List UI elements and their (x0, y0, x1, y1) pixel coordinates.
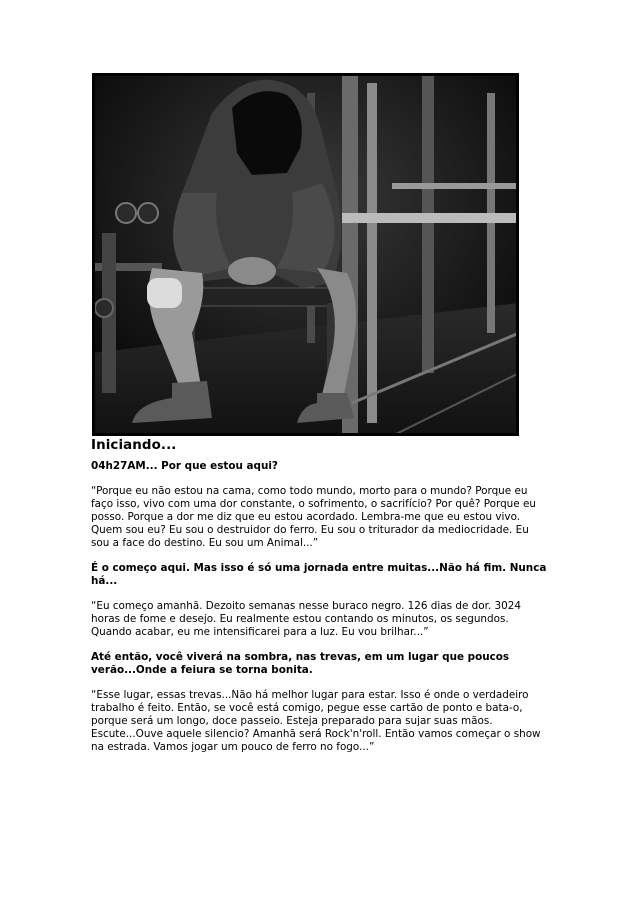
gym-hooded-man-photo (92, 73, 519, 436)
quote-1-line-5: sou a face do destino. Eu sou um Animal...” (91, 537, 319, 549)
bold-1-line-1: É o começo aqui. Mas isso é só uma jornada entre muitas...Não há fim. Nunca (91, 562, 547, 574)
bold-statement-2 (91, 651, 525, 677)
quote-3-line-2: trabalho é feito. Então, se você está comigo, pegue esse cartão de ponto e bata-o, (91, 702, 523, 714)
quote-paragraph-3 (91, 689, 541, 754)
quote-3-line-4: Escute...Ouve aquele silencio? Amanhã será Rock'n'roll. Então vamos começar o show (91, 728, 541, 740)
quote-1-line-1: “Porque eu não estou na cama, como todo mundo, morto para o mundo? Porque eu (91, 485, 528, 497)
quote-paragraph-2 (91, 600, 525, 639)
quote-2-line-2: horas de fome e desejo. Eu realmente estou contando os minutos, os segundos. (91, 613, 509, 625)
quote-3-line-5: na estrada. Vamos jogar um pouco de ferro no fogo...” (91, 741, 375, 753)
quote-1-line-3: posso. Porque a dor me diz que eu estou acordado. Lembra-me que eu estou vivo. (91, 511, 521, 523)
article-body (91, 438, 547, 766)
quote-3-line-3: porque será um longo, doce passeio. Esteja preparado para sujar suas mãos. (91, 715, 493, 727)
quote-2-line-3: Quando acabar, eu me intensificarei para a luz. Eu vou brilhar...” (91, 626, 429, 638)
quote-1-line-2: faço isso, vivo com uma dor constante, o sofrimento, o sacrifício? Por quê? Porque eu (91, 498, 536, 510)
bold-2-line-1: Até então, você viverá na sombra, nas trevas, em um lugar que poucos (91, 651, 510, 663)
quote-2-line-1: “Eu começo amanhã. Dezoito semanas nesse buraco negro. 126 dias de dor. 3024 (91, 600, 521, 612)
quote-1-line-4: Quem sou eu? Eu sou o destruidor do ferro. Eu sou o triturador da mediocridade. Eu (91, 524, 529, 536)
time-question-line: 04h27AM... Por que estou aqui? (91, 460, 278, 472)
article-heading: Iniciando... (91, 438, 177, 453)
bold-statement-1 (91, 562, 547, 588)
bold-2-line-2: verão...Onde a feiura se torna bonita. (91, 664, 313, 676)
bold-1-line-2: há... (91, 575, 118, 587)
quote-3-line-1: “Esse lugar, essas trevas...Não há melhor lugar para estar. Isso é onde o verdadeiro (91, 689, 529, 701)
quote-paragraph-1 (91, 485, 536, 550)
